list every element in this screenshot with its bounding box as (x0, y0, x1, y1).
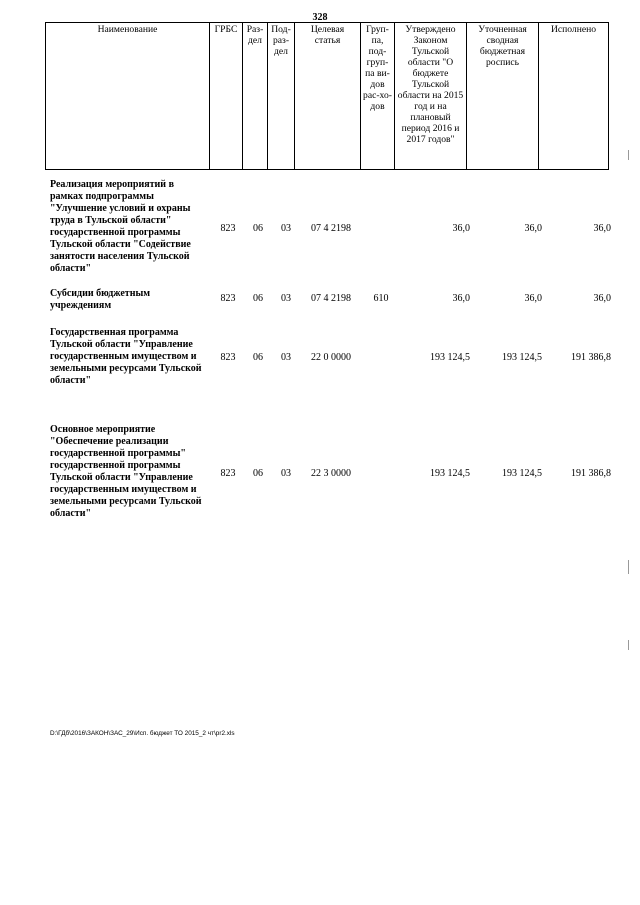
row-razdel: 06 (253, 352, 263, 363)
row-podrazdel: 03 (281, 352, 291, 363)
row-razdel: 06 (253, 293, 263, 304)
row-utverzhdeno: 36,0 (452, 223, 470, 234)
row-name: Государственная программа Тульской области "Управление государственным имуществом и земельными ресурсами Тульской области" (50, 327, 202, 386)
header-ispolneno: Исполнено (539, 23, 609, 170)
row-celevaya: 07 4 2198 (311, 293, 351, 304)
row-grbs: 823 (220, 223, 236, 234)
scan-edge-mark (628, 640, 629, 650)
header-vid: Груп-па, под-груп-па ви-дов рас-хо-дов (361, 23, 395, 170)
header-grbs: ГРБС (210, 23, 243, 170)
header-razdel: Раз-дел (243, 23, 268, 170)
row-grbs: 823 (220, 293, 236, 304)
header-utverzhdeno: Утверждено Законом Тульской области "О бюджете Тульской области на 2015 год и на плановый период 2016 и 2017 годов" (395, 23, 467, 170)
row-utochnennaya: 193 124,5 (502, 468, 542, 479)
footer-file-path: D:\ГДб\2016\ЗАКОН\ЗАС_29\Исп. бюджет ТО 2015_2 чт\pr2.xls (50, 730, 235, 737)
row-name: Субсидии бюджетным учреждениям (50, 288, 151, 311)
scan-edge-mark (628, 560, 629, 574)
row-razdel: 06 (253, 468, 263, 479)
row-utverzhdeno: 193 124,5 (430, 352, 470, 363)
row-grbs: 823 (220, 468, 236, 479)
row-utochnennaya: 193 124,5 (502, 352, 542, 363)
row-utverzhdeno: 193 124,5 (430, 468, 470, 479)
row-vid: 610 (373, 293, 389, 304)
header-utochnennaya: Уточненная сводная бюджетная роспись (467, 23, 539, 170)
row-razdel: 06 (253, 223, 263, 234)
row-celevaya: 22 0 0000 (311, 352, 351, 363)
row-celevaya: 22 3 0000 (311, 468, 351, 479)
row-ispolneno: 191 386,8 (571, 352, 611, 363)
row-utochnennaya: 36,0 (524, 223, 542, 234)
row-grbs: 823 (220, 352, 236, 363)
row-podrazdel: 03 (281, 293, 291, 304)
row-ispolneno: 191 386,8 (571, 468, 611, 479)
row-ispolneno: 36,0 (593, 223, 611, 234)
row-podrazdel: 03 (281, 223, 291, 234)
scan-edge-mark (628, 150, 629, 160)
header-podrazdel: Под-раз-дел (268, 23, 295, 170)
header-celevaya: Целевая статья (295, 23, 361, 170)
row-podrazdel: 03 (281, 468, 291, 479)
header-name: Наименование (46, 23, 210, 170)
row-utverzhdeno: 36,0 (452, 293, 470, 304)
row-ispolneno: 36,0 (593, 293, 611, 304)
page-number: 328 (312, 12, 328, 23)
row-celevaya: 07 4 2198 (311, 223, 351, 234)
row-name: Реализация мероприятий в рамках подпрограммы "Улучшение условий и охраны труда в Тульской области" государственной программы Тульской области "Содействие занятости населения Тульской области" (50, 179, 191, 274)
row-utochnennaya: 36,0 (524, 293, 542, 304)
table-header (45, 22, 609, 170)
row-name: Основное мероприятие "Обеспечение реализации государственной программы" государственной программы Тульской области "Управление государственным имуществом и земельными ресурсами Тульской области" (50, 424, 202, 519)
